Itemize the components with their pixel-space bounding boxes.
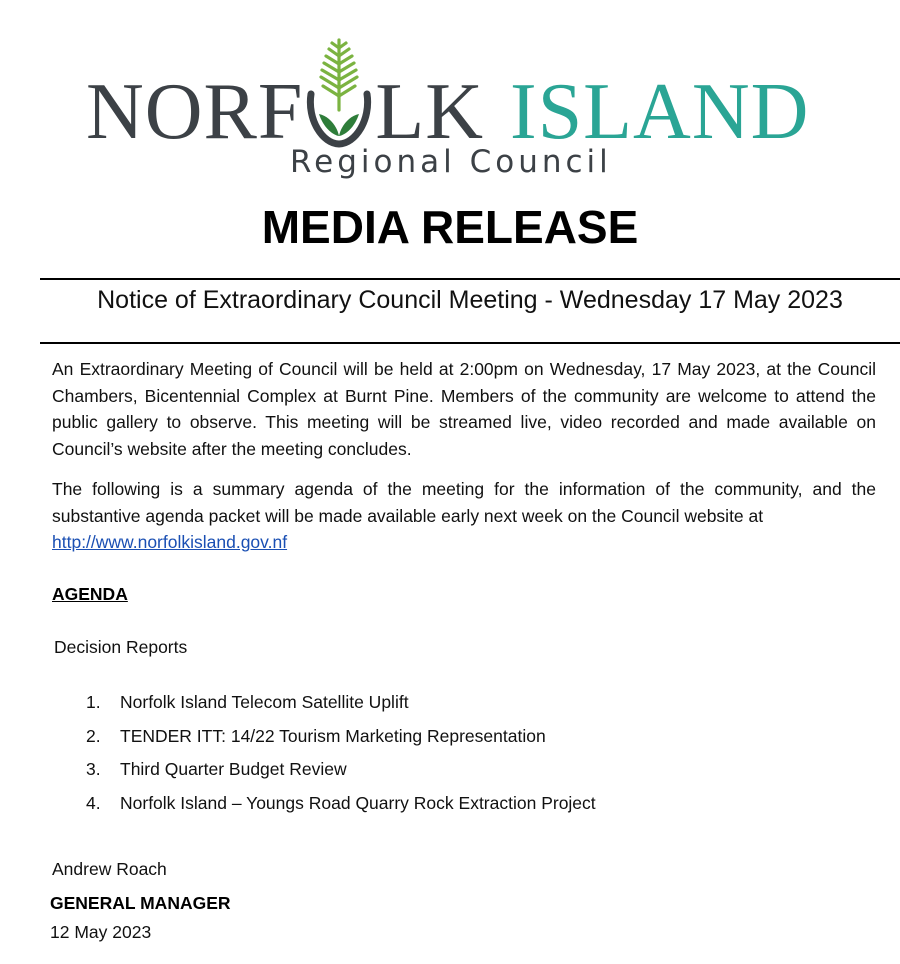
agenda-info-paragraph <box>52 476 876 556</box>
agenda-section-label: Decision Reports <box>54 637 188 657</box>
council-website-link[interactable]: http://www.norfolkisland.gov.nf <box>52 532 288 552</box>
signatory-role: GENERAL MANAGER <box>50 893 231 913</box>
meeting-paragraph: An Extraordinary Meeting of Council will be held at 2:00pm on Wednesday, 17 May 2023, at the Council Chambers, Bicentennial Complex at Burnt Pine. Members of the community are welcome to attend the public gallery to observe. This meeting will be streamed live, video recorded and made available on Council’s website after the meeting concludes. <box>52 359 876 459</box>
agenda-list <box>86 690 596 824</box>
logo-wordmark <box>86 62 810 156</box>
agenda-item-number: 3. <box>86 759 101 779</box>
agenda-item-text: TENDER ITT: 14/22 Tourism Marketing Representation <box>120 725 546 746</box>
logo-word-lk: LK <box>375 68 485 156</box>
logo-word-norf: NORF <box>86 68 304 156</box>
agenda-item-text: Third Quarter Budget Review <box>120 759 347 779</box>
agenda-item-text: Norfolk Island – Youngs Road Quarry Rock Extraction Project <box>120 792 596 813</box>
agenda-item <box>86 791 596 825</box>
council-logo <box>86 40 826 180</box>
norfolk-pine-emblem-icon <box>303 70 375 152</box>
agenda-item-number: 1. <box>86 692 101 712</box>
logo-word-island: ISLAND <box>510 68 810 156</box>
release-date: 12 May 2023 <box>50 922 152 942</box>
page-title: MEDIA RELEASE <box>261 201 639 253</box>
agenda-item <box>86 757 596 791</box>
agenda-info-text: The following is a summary agenda of the meeting for the information of the community, and the substantive agenda packet will be made available early next week on the Council website at <box>52 479 876 526</box>
agenda-item <box>86 724 596 758</box>
agenda-item-number: 2. <box>86 725 101 746</box>
agenda-heading: AGENDA <box>52 584 128 604</box>
signatory-name: Andrew Roach <box>52 859 167 879</box>
agenda-item <box>86 690 596 724</box>
notice-heading: Notice of Extraordinary Council Meeting - Wednesday 17 May 2023 <box>97 286 843 314</box>
divider-top <box>40 278 900 280</box>
agenda-item-number: 4. <box>86 792 101 813</box>
agenda-item-text: Norfolk Island Telecom Satellite Uplift <box>120 692 409 712</box>
divider-bottom <box>40 342 900 344</box>
logo-subtitle: Regional Council <box>290 144 612 180</box>
